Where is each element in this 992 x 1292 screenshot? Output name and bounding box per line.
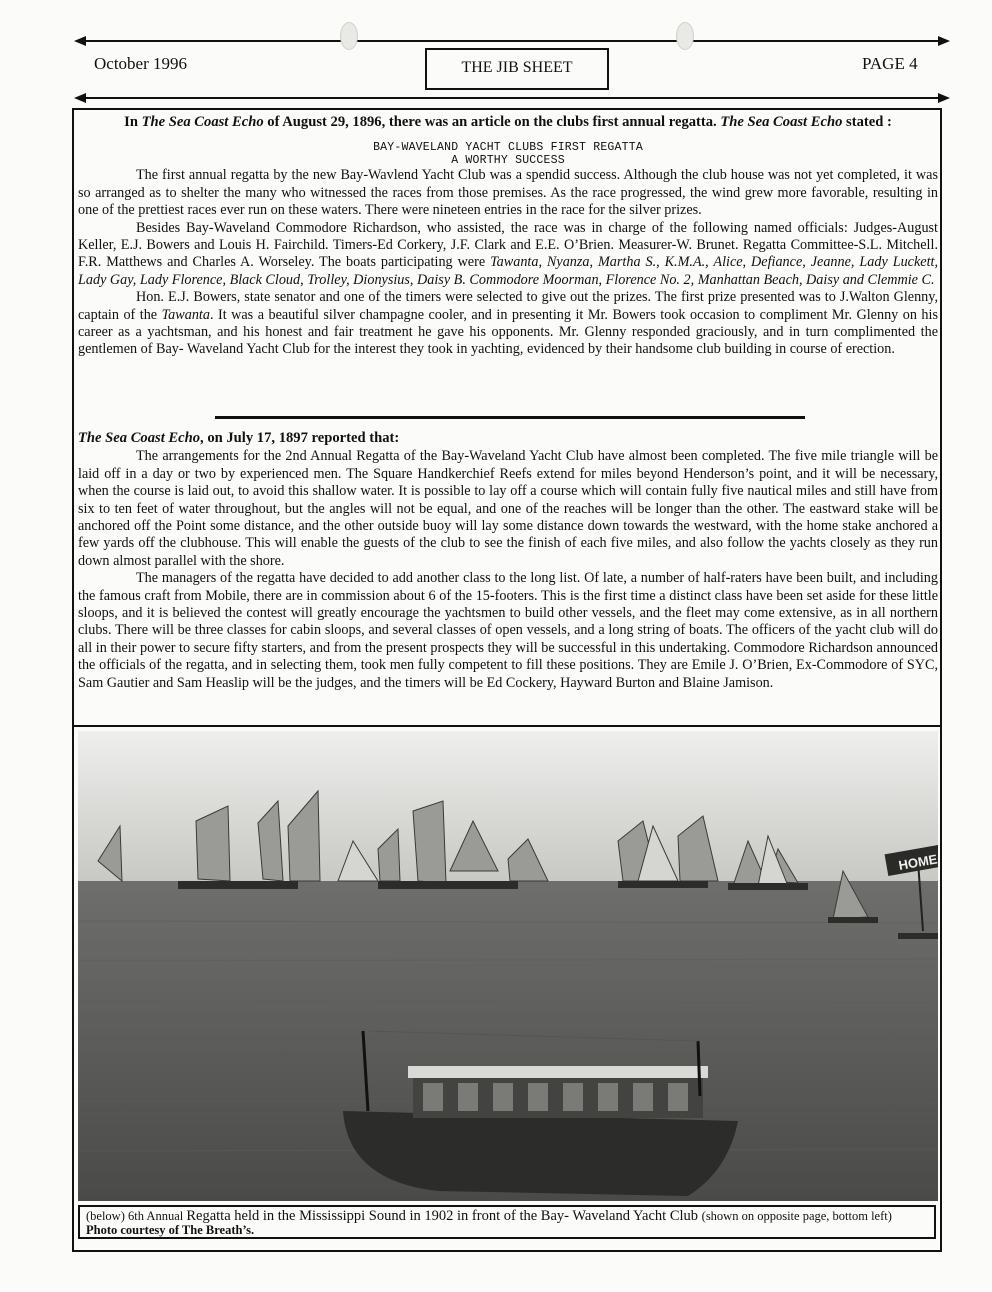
paragraph: The managers of the regatta have decided to add another class to the long list. Of late, a number of half-raters have been built, and including the famous craft from Mobile, there are in commission about 6 of the 15-footers. This is the first time a distinct class have been set aside for these little sloops, and it is believed the contest will greatly encourage the yachtsmen to build other vessels, and the fleet may come extensive, as in all northern clubs. There will be three classes for cabin sloops, and several classes of open vessels, and a long string of boats. The officers of the yacht club will do all in their power to secure fifty starters, and from the present prospects they will be successful in this undertaking. Commodore Richardson announced the officials of the regatta, and in selecting them, took men fully competent to fill these positions. They are Emile J. O’Brien, Ex-Commodore of SYC, Sam Gautier and Sam Heaslip will be the judges, and the timers will be Ed Cockery, Hayward Burton and Blaine Jamison. [78,570,938,691]
photo-divider [72,725,942,727]
binder-hole-right [676,22,694,50]
caption-line: (below) 6th Annual Regatta held in the Mississippi Sound in 1902 in front of the Bay- Waveland Yacht Club (shown on opposite page, bottom left) [86,1208,892,1224]
bottom-rule-arrow [78,97,946,99]
newsletter-title: THE JIB SHEET [425,48,609,90]
article-intro: In The Sea Coast Echo of August 29, 1896, there was an article on the clubs first annual regatta. The Sea Coast Echo stated : [124,114,892,130]
binder-hole-left [340,22,358,50]
paragraph: The first annual regatta by the new Bay-Wavlend Yacht Club was a spendid success. Although the club house was not yet completed, it was so arranged as to shelter the many who witnessed the races from those premises. As the race progressed, the wind grew more favorable, resulting in one of the prettiest races ever run on these waters. There were nineteen entries in the race for the silver prizes. [78,167,938,219]
article-heading: The Sea Coast Echo, on July 17, 1897 reported that: [78,430,400,446]
regatta-photo [78,731,938,1201]
regatta-photo-image [78,731,938,1201]
photo-credit: Photo courtesy of The Breath’s. [86,1223,255,1237]
paragraph: Besides Bay-Waveland Commodore Richardson, who assisted, the race was in charge of the following named officials: Judges-August Keller, E.J. Bowers and Louis H. Fairchild. Timers-Ed Corkery, J.F. Clark and E.E. O’Brien. Measurer-W. Brunet. Regatta Committee-S.L. Mitchell. F.R. Matthews and Charles A. Worseley. The boats participating were Tawanta, Nyanza, Martha S., K.M.A., Alice, Defiance, Jeanne, Lady Luckett, Lady Gay, Lady Florence, Black Cloud, Trolley, Dionysius, Daisy B. Commodore Moorman, Florence No. 2, Manhattan Beach, Daisy and Clemmie C. [78,219,939,288]
article-subheadline: A WORTHY SUCCESS [451,154,565,168]
issue-date: October 1996 [94,54,188,73]
article-1896 [78,114,938,359]
photo-caption [78,1205,936,1239]
page-number: PAGE 4 [862,54,918,73]
top-rule-arrow [78,40,946,42]
home-flag-text: HOME [897,851,938,873]
article-1897 [78,430,938,692]
article-headline: BAY-WAVELAND YACHT CLUBS FIRST REGATTA [373,141,643,155]
paragraph: Hon. E.J. Bowers, state senator and one of the timers were selected to give out the prizes. The first prize presented was to J.Walton Glenny, captain of the Tawanta. It was a beautiful silver champagne cooler, and in presenting it Mr. Bowers took occasion to compliment Mr. Glenny on his career as a yachtsman, and his honest and fair treatment he gave his opponents. Mr. Glenny responded graciously, and in turn complimented the gentlemen of Bay- Waveland Yacht Club for the interest they took in yachting, evidenced by their handsome club building in course of erection. [78,289,938,358]
section-divider [215,416,805,419]
paragraph: The arrangements for the 2nd Annual Regatta of the Bay-Waveland Yacht Club have almost been completed. The five mile triangle will be laid off in a day or two by experienced men. The Square Handkerchief Reefs extend for miles beyond Henderson’s point, and it will be necessary, when the course is laid out, to avoid this shallow water. It is possible to lay off a course which will contain fully five nautical miles and still have from six to ten feet of water throughout, but the angles will not be equal, and one of the reaches will be longer than the other. The eastward stake will be anchored off the Point some distance, and the other outside buoy will lay some distance down towards the westward, with the home stake anchored a few yards off the clubhouse. This will enable the guests of the club to see the finish of each five miles, and also follow the yachts closely as they run down almost parallel with the shore. [78,448,938,569]
